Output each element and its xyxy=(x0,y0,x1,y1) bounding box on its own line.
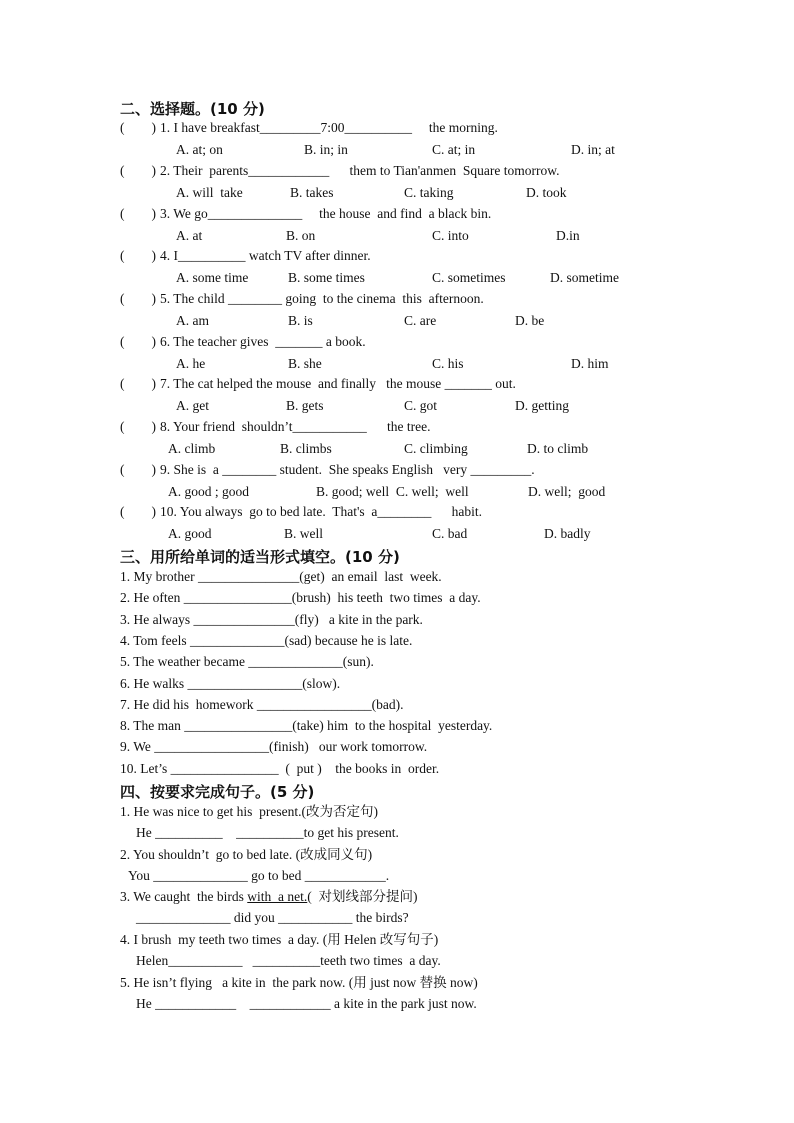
option-b[interactable]: B. is xyxy=(288,313,313,328)
underlined-phrase: with a net. xyxy=(247,889,308,904)
option-a[interactable]: A. some time xyxy=(176,270,249,285)
question-text: 10. You always go to bed late. That's a________ habit. xyxy=(160,504,483,519)
question-text: 4. I__________ watch TV after dinner. xyxy=(160,248,371,263)
answer-line[interactable]: He __________ __________to get his present. xyxy=(136,825,399,840)
option-c[interactable]: C. got xyxy=(404,398,438,413)
fill-blank-item[interactable]: 3. He always _______________(fly) a kite in the park. xyxy=(120,611,423,627)
rewrite-question xyxy=(120,888,418,906)
option-c[interactable]: C. sometimes xyxy=(432,270,506,285)
question-text: 8. Your friend shouldn’t___________ the tree. xyxy=(160,419,431,434)
question-text-post: ( 对划线部分提问) xyxy=(307,889,418,904)
option-d[interactable]: D. well; good xyxy=(528,484,606,499)
question-text: 6. The teacher gives _______ a book. xyxy=(160,334,366,349)
option-a[interactable]: A. at; on xyxy=(176,142,223,157)
option-c[interactable]: C. into xyxy=(432,228,469,243)
answer-line[interactable]: Helen___________ __________teeth two times a day. xyxy=(136,953,441,968)
fill-blank-item[interactable]: 6. He walks _________________(slow). xyxy=(120,675,341,691)
option-c[interactable]: C. his xyxy=(432,356,464,371)
option-b[interactable]: B. good; well C. well; well xyxy=(316,484,469,499)
option-b[interactable]: B. gets xyxy=(286,398,324,413)
fill-blank-item[interactable]: 9. We _________________(finish) our work tomorrow. xyxy=(120,739,428,755)
answer-paren[interactable]: ( ) xyxy=(120,462,156,477)
answer-line[interactable]: ______________ did you ___________ the birds? xyxy=(136,910,409,925)
option-b[interactable]: B. she xyxy=(288,356,322,371)
question-text-pre: 3. We caught the birds xyxy=(120,889,248,904)
answer-line[interactable]: You ______________ go to bed ____________. xyxy=(128,868,390,883)
option-d[interactable]: D. be xyxy=(515,313,545,328)
fill-blank-item[interactable]: 8. The man ________________(take) him to the hospital yesterday. xyxy=(120,718,493,734)
answer-line[interactable]: He ____________ ____________ a kite in the park just now. xyxy=(136,996,477,1011)
fill-blank-item[interactable]: 7. He did his homework _________________(bad). xyxy=(120,696,404,712)
option-d[interactable]: D. sometime xyxy=(550,270,619,285)
rewrite-question: 4. I brush my teeth two times a day. (用 Helen 改写句子) xyxy=(120,932,439,947)
answer-paren[interactable]: ( ) xyxy=(120,291,156,306)
option-b[interactable]: B. on xyxy=(286,228,316,243)
option-a[interactable]: A. good xyxy=(168,526,212,541)
option-b[interactable]: B. well xyxy=(284,526,323,541)
option-d[interactable]: D. to climb xyxy=(527,441,589,456)
option-d[interactable]: D. in; at xyxy=(571,142,615,157)
rewrite-question: 1. He was nice to get his present.(改为否定句) xyxy=(120,804,378,819)
answer-paren[interactable]: ( ) xyxy=(120,419,156,434)
option-c[interactable]: C. are xyxy=(404,313,437,328)
option-b[interactable]: B. some times xyxy=(288,270,365,285)
answer-paren[interactable]: ( ) xyxy=(120,334,156,349)
option-d[interactable]: D.in xyxy=(556,228,580,243)
option-d[interactable]: D. getting xyxy=(515,398,569,413)
option-c[interactable]: C. at; in xyxy=(432,142,476,157)
option-a[interactable]: A. good ; good xyxy=(168,484,249,499)
rewrite-question: 2. You shouldn’t go to bed late. (改成同义句) xyxy=(120,847,373,862)
option-d[interactable]: D. him xyxy=(571,356,609,371)
question-text: 5. The child ________ going to the cinema this afternoon. xyxy=(160,291,484,306)
option-c[interactable]: C. climbing xyxy=(404,441,468,456)
section-3-title: 三、用所给单词的适当形式填空。(10 分) xyxy=(120,548,400,566)
question-text: 1. I have breakfast_________7:00__________ the morning. xyxy=(160,120,498,135)
question-text: 2. Their parents____________ them to Tian'anmen Square tomorrow. xyxy=(160,163,560,178)
option-a[interactable]: A. am xyxy=(176,313,209,328)
option-c[interactable]: C. taking xyxy=(404,185,454,200)
question-text: 9. She is a ________ student. She speaks English very _________. xyxy=(160,462,535,477)
fill-blank-item[interactable]: 4. Tom feels ______________(sad) because he is late. xyxy=(120,632,413,648)
option-d[interactable]: D. took xyxy=(526,185,567,200)
answer-paren[interactable]: ( ) xyxy=(120,120,156,135)
fill-blank-item[interactable]: 1. My brother _______________(get) an email last week. xyxy=(120,569,442,584)
option-a[interactable]: A. get xyxy=(176,398,209,413)
option-b[interactable]: B. in; in xyxy=(304,142,348,157)
option-c[interactable]: C. bad xyxy=(432,526,468,541)
section-4-title: 四、按要求完成句子。(5 分) xyxy=(120,783,315,801)
question-text: 3. We go______________ the house and find a black bin. xyxy=(160,206,492,221)
option-b[interactable]: B. takes xyxy=(290,185,334,200)
option-a[interactable]: A. climb xyxy=(168,441,216,456)
answer-paren[interactable]: ( ) xyxy=(120,163,156,178)
section-2-title: 二、选择题。(10 分) xyxy=(120,100,265,118)
fill-blank-item[interactable]: 5. The weather became ______________(sun). xyxy=(120,654,374,670)
option-b[interactable]: B. climbs xyxy=(280,441,332,456)
rewrite-question: 5. He isn’t flying a kite in the park now. (用 just now 替换 now) xyxy=(120,975,478,990)
option-a[interactable]: A. will take xyxy=(176,185,243,200)
question-text: 7. The cat helped the mouse and finally the mouse _______ out. xyxy=(160,376,516,391)
option-a[interactable]: A. he xyxy=(176,356,206,371)
answer-paren[interactable]: ( ) xyxy=(120,376,156,391)
answer-paren[interactable]: ( ) xyxy=(120,504,156,519)
option-a[interactable]: A. at xyxy=(176,228,203,243)
option-d[interactable]: D. badly xyxy=(544,526,591,541)
answer-paren[interactable]: ( ) xyxy=(120,206,156,221)
fill-blank-item[interactable]: 10. Let’s ________________ ( put ) the books in order. xyxy=(120,760,440,776)
fill-blank-item[interactable]: 2. He often ________________(brush) his teeth two times a day. xyxy=(120,590,481,606)
answer-paren[interactable]: ( ) xyxy=(120,248,156,263)
